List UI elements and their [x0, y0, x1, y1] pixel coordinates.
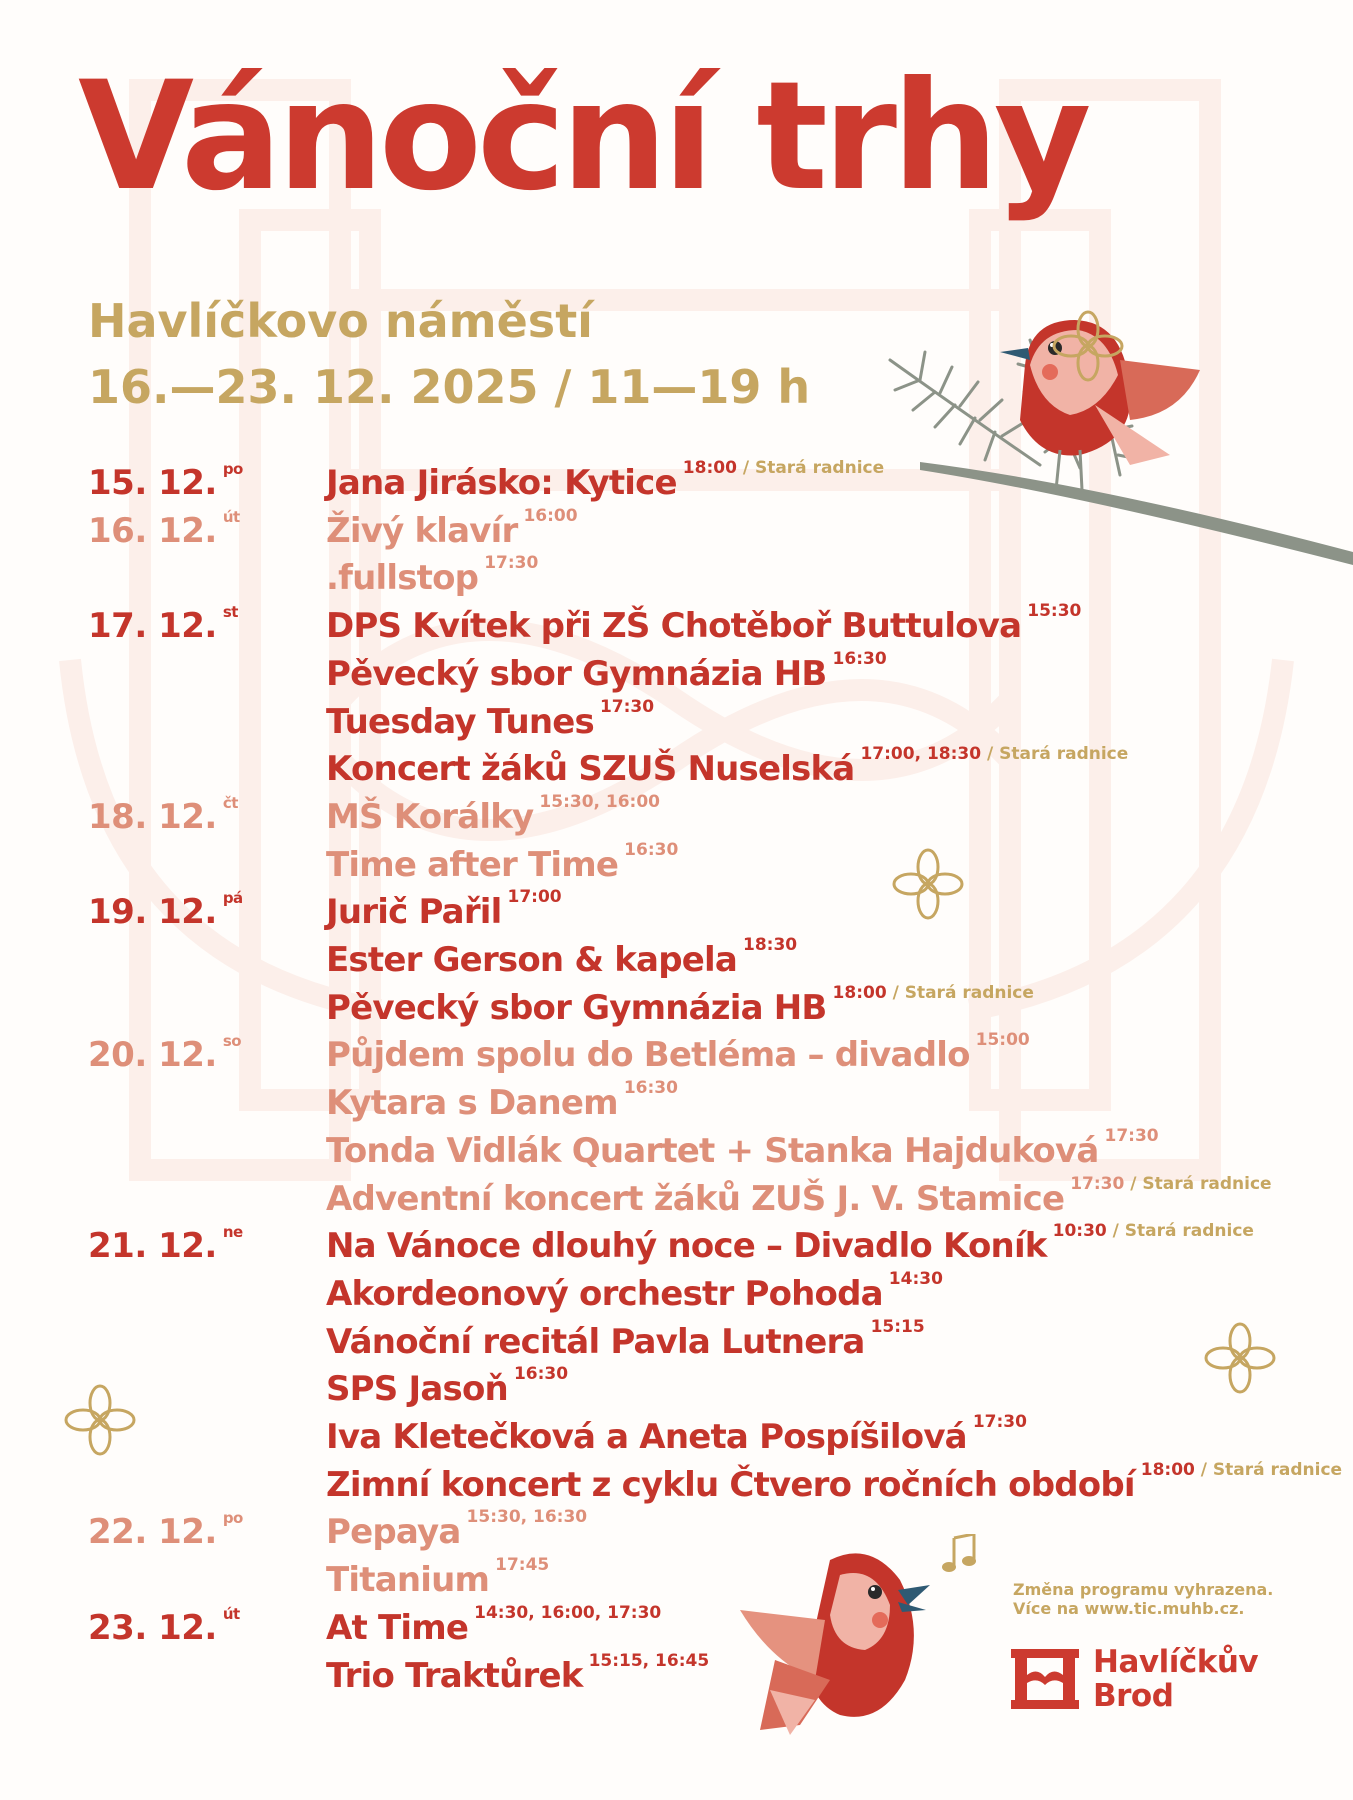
- event-name: Pěvecký sbor Gymnázia HB: [326, 653, 827, 694]
- event-time: 17:30: [972, 1412, 1027, 1432]
- program-event: [326, 696, 655, 742]
- day-date-value: 21. 12.: [88, 1226, 217, 1267]
- event-name: At Time: [326, 1607, 469, 1648]
- day-date: [88, 603, 238, 647]
- program-change-note: [1013, 1580, 1273, 1618]
- event-time: 18:00: [1140, 1459, 1195, 1480]
- day-weekday: so: [222, 1032, 242, 1051]
- event-time: 15:30: [1027, 601, 1082, 622]
- day-date: [88, 1032, 242, 1076]
- program-event: [326, 1173, 1272, 1219]
- event-name: Akordeonový orchestr Pohoda: [326, 1273, 883, 1314]
- program-event: [326, 1602, 662, 1648]
- day-weekday: út: [222, 1604, 240, 1623]
- program-event: [326, 601, 1082, 647]
- program-event: [326, 1412, 1027, 1457]
- note-line-2: Více na www.tic.muhb.cz.: [1013, 1599, 1245, 1618]
- day-date: [88, 507, 240, 551]
- event-name: MŠ Korálky: [326, 796, 534, 837]
- event-venue: / Stará radnice: [1124, 1173, 1272, 1194]
- day-weekday: út: [222, 507, 240, 526]
- event-time: 17:00: [507, 887, 562, 908]
- event-name: Adventní koncert žáků ZUŠ J. V. Stamice: [326, 1178, 1065, 1219]
- event-time: 17:30: [1070, 1173, 1125, 1194]
- program-event: [326, 1268, 943, 1314]
- event-name: Živý klavír: [326, 510, 518, 551]
- day-date-value: 19. 12.: [88, 892, 217, 933]
- event-time: 16:30: [623, 1078, 678, 1099]
- event-time: 18:00: [832, 982, 887, 1003]
- program-event: [326, 1459, 1343, 1505]
- event-name: Půjdem spolu do Betléma – divadlo: [326, 1035, 970, 1076]
- day-date-value: 20. 12.: [88, 1035, 217, 1076]
- day-date-value: 23. 12.: [88, 1607, 217, 1648]
- event-name: .fullstop: [326, 558, 479, 599]
- city-name: [1093, 1645, 1258, 1713]
- event-venue: / Stará radnice: [736, 458, 885, 478]
- event-name: Titanium: [326, 1560, 490, 1601]
- event-name: Kytara s Danem: [326, 1083, 618, 1124]
- event-name: SPS Jasoň: [326, 1369, 508, 1410]
- program-event: [326, 1364, 569, 1410]
- program-event: [326, 839, 679, 885]
- event-time: 17:00, 18:30: [860, 744, 982, 765]
- event-time: 10:30: [1052, 1221, 1107, 1242]
- event-time: 15:15: [870, 1316, 925, 1337]
- program-event: [326, 887, 562, 933]
- event-name: Time after Time: [326, 844, 619, 885]
- event-time: 17:30: [599, 696, 655, 717]
- event-time: 15:30, 16:00: [539, 791, 661, 812]
- event-time: 14:30: [888, 1268, 943, 1289]
- event-time: 18:30: [743, 935, 798, 955]
- event-name: Jana Jirásko: Kytice: [326, 463, 677, 503]
- event-venue: / Stará radnice: [981, 744, 1129, 765]
- program-event: [326, 1125, 1159, 1171]
- program-event: [326, 1030, 1030, 1076]
- day-date: [88, 793, 238, 837]
- event-time: 16:30: [513, 1364, 569, 1385]
- event-venue: / Stará radnice: [1194, 1459, 1343, 1480]
- day-weekday: po: [222, 460, 243, 478]
- event-time: 15:00: [975, 1030, 1030, 1051]
- day-date: [88, 1509, 243, 1553]
- havlickuv-brod-logo-icon: [1011, 1649, 1079, 1709]
- day-date: [88, 1223, 243, 1267]
- program-event: [326, 744, 1129, 790]
- day-date-value: 22. 12.: [88, 1512, 217, 1553]
- event-name: Pěvecký sbor Gymnázia HB: [326, 987, 827, 1028]
- day-date: [88, 889, 243, 933]
- event-name: Tuesday Tunes: [326, 701, 594, 742]
- program-event: [326, 648, 887, 694]
- event-name: Tonda Vidlák Quartet + Stanka Hajduková: [326, 1130, 1099, 1171]
- event-venue: / Stará radnice: [886, 982, 1034, 1003]
- day-weekday: st: [222, 603, 238, 622]
- day-weekday: ne: [222, 1223, 243, 1242]
- program-event: [326, 458, 885, 503]
- day-date: [88, 460, 243, 503]
- day-date: [88, 1604, 240, 1648]
- event-name: Jurič Pařil: [326, 892, 502, 933]
- event-time: 15:30, 16:30: [466, 1507, 588, 1528]
- note-line-1: Změna programu vyhrazena.: [1013, 1580, 1274, 1599]
- event-name: Iva Kletečková a Aneta Pospíšilová: [326, 1417, 967, 1457]
- event-name: DPS Kvítek při ZŠ Chotěboř Buttulova: [326, 606, 1022, 647]
- event-name: Koncert žáků SZUŠ Nuselská: [326, 749, 855, 790]
- day-date-value: 16. 12.: [88, 510, 217, 551]
- day-date-value: 15. 12.: [88, 463, 217, 503]
- event-time: 16:00: [523, 505, 578, 526]
- event-time: 16:30: [624, 839, 679, 860]
- program-event: [326, 982, 1034, 1028]
- event-location: Havlíčkovo náměstí: [88, 294, 593, 348]
- program-event: [326, 1316, 925, 1362]
- event-name: Ester Gerson & kapela: [326, 940, 737, 980]
- event-time: 17:45: [495, 1555, 550, 1576]
- event-name: Pepaya: [326, 1512, 461, 1553]
- event-time: 15:15, 16:45: [588, 1650, 710, 1671]
- day-weekday: pá: [222, 889, 243, 908]
- day-date-value: 17. 12.: [88, 606, 217, 647]
- program-event: [326, 791, 661, 837]
- day-weekday: čt: [222, 793, 238, 812]
- program-event: [326, 505, 578, 551]
- event-name: Na Vánoce dlouhý noce – Divadlo Koník: [326, 1226, 1047, 1267]
- program-event: [326, 1078, 678, 1124]
- program-event: [326, 1221, 1254, 1267]
- day-weekday: po: [222, 1509, 243, 1528]
- city-name-line-2: Brod: [1093, 1678, 1174, 1714]
- program-event: [326, 553, 539, 599]
- event-time: 17:30: [484, 553, 539, 574]
- event-name: Vánoční recitál Pavla Lutnera: [326, 1321, 865, 1362]
- program-event: [326, 1650, 710, 1696]
- event-time: 18:00: [682, 458, 737, 478]
- program-event: [326, 935, 798, 980]
- city-logo: [1011, 1645, 1258, 1713]
- event-venue: / Stará radnice: [1106, 1221, 1254, 1242]
- event-dates: 16.—23. 12. 2025 / 11—19 h: [88, 360, 811, 414]
- event-time: 17:30: [1104, 1125, 1159, 1146]
- city-name-line-1: Havlíčkův: [1093, 1644, 1259, 1680]
- event-name: Zimní koncert z cyklu Čtvero ročních období: [326, 1464, 1135, 1505]
- day-date-value: 18. 12.: [88, 796, 217, 837]
- event-time: 16:30: [832, 648, 887, 669]
- program-event: [326, 1507, 588, 1553]
- poster-title: Vánoční trhy: [78, 50, 1087, 224]
- event-name: Trio Traktůrek: [326, 1655, 583, 1696]
- event-time: 14:30, 16:00, 17:30: [474, 1602, 662, 1623]
- program-event: [326, 1555, 550, 1601]
